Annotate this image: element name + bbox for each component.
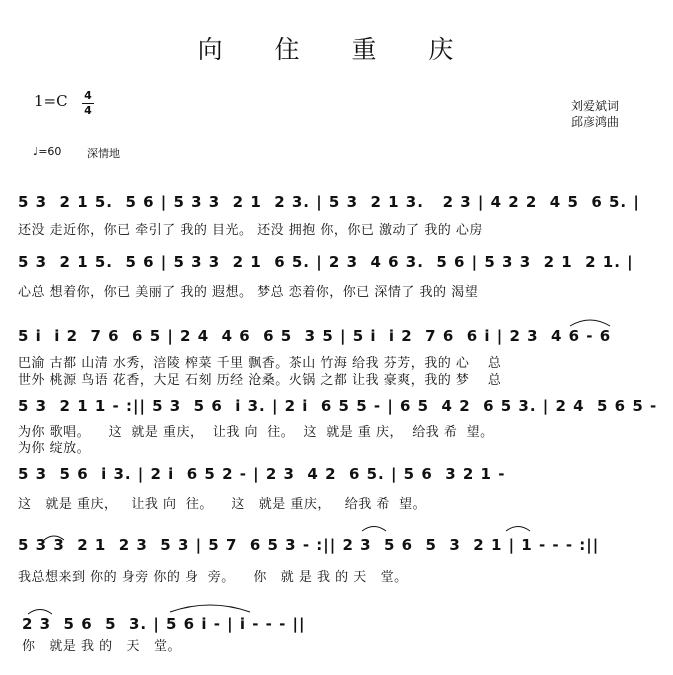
staff-3-lyrics-verse1: 巴渝 古都 山清 水秀，涪陵 榨菜 千里 飘香。茶山 竹海 给我 芬芳，我的 心 总 xyxy=(18,356,502,371)
slur-mark xyxy=(44,536,64,540)
staff-7-notes: 2 3 5 6 5 3. | 5 6 i - | i - - - || xyxy=(22,615,306,633)
key-signature: 1=C xyxy=(34,92,68,110)
song-title: 向 住 重 庆 xyxy=(197,35,476,64)
tempo-marking: ♩=60 xyxy=(33,145,62,158)
time-signature-bottom: 4 xyxy=(84,104,92,117)
staff-5-notes: 5 3 5 6 i 3. | 2 i 6 5 2 - | 2 3 4 2 6 5. | 5 6 3 2 1 - xyxy=(18,465,506,483)
staff-4-notes: 5 3 2 1 1 - :|| 5 3 5 6 i 3. | 2 i 6 5 5 - | 6 5 4 2 6 5 3. | 2 4 5 6 5 - xyxy=(18,397,658,415)
composer-credit: 邱彦鸿曲 xyxy=(571,115,620,129)
staff-2-lyrics: 心总 想着你，你已 美丽了 我的 遐想。 梦总 恋着你，你已 深情了 我的 渴望 xyxy=(18,285,479,300)
staff-3-notes: 5 i i 2 7 6 6 5 | 2 4 4 6 6 5 3 5 | 5 i i 2 7 6 6 i | 2 3 4 6 - 6 xyxy=(18,327,612,345)
staff-1-notes: 5 3 2 1 5. 5 6 | 5 3 3 2 1 2 3. | 5 3 2 1 3. 2 3 | 4 2 2 4 5 6 5. | xyxy=(18,193,640,211)
staff-6-notes: 5 3 3 2 1 2 3 5 3 | 5 7 6 5 3 - :|| 2 3 5 6 5 3 2 1 | 1 - - - :|| xyxy=(18,536,600,554)
staff-3-lyrics-verse2: 世外 桃源 鸟语 花香，大足 石刻 历经 沧桑。火锅 之都 让我 豪爽，我的 梦 总 xyxy=(18,373,502,388)
lyricist-credit: 刘爱斌词 xyxy=(571,99,620,113)
staff-6-lyrics: 我总想来到 你的 身旁 你的 身 旁。 你 就 是 我 的 天 堂。 xyxy=(18,570,408,585)
time-signature-top: 4 xyxy=(84,89,92,102)
staff-7-lyrics: 你 就是 我 的 天 堂。 xyxy=(22,639,181,654)
staff-4-lyrics-verse2: 为你 绽放。 xyxy=(18,441,91,456)
slur-mark xyxy=(506,527,530,532)
slur-mark xyxy=(362,527,386,532)
staff-4-lyrics-verse1: 为你 歌唱。 这 就是 重庆， 让我 向 往。 这 就是 重 庆， 给我 希 望。 xyxy=(18,425,494,440)
slur-mark xyxy=(28,610,52,615)
staff-5-lyrics: 这 就是 重庆， 让我 向 往。 这 就是 重庆， 给我 希 望。 xyxy=(18,497,427,512)
staff-2-notes: 5 3 2 1 5. 5 6 | 5 3 3 2 1 6 5. | 2 3 4 6 3. 5 6 | 5 3 3 2 1 2 1. | xyxy=(18,253,634,271)
slur-mark xyxy=(570,320,610,326)
expression-marking: 深情地 xyxy=(87,147,120,160)
staff-1-lyrics: 还没 走近你，你已 牵引了 我的 目光。 还没 拥抱 你，你已 激动了 我的 心房 xyxy=(18,223,483,238)
slur-mark xyxy=(170,605,250,612)
